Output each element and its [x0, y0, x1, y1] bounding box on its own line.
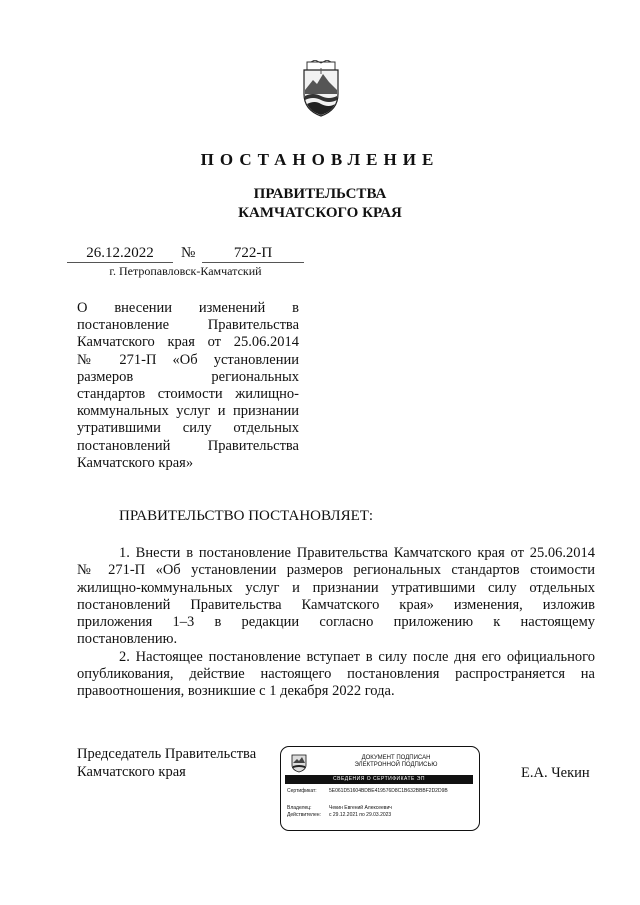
document-number: 722-П: [233, 245, 273, 261]
electronic-signature-stamp: [280, 746, 480, 831]
subject-line: № 271-П «Об установлении: [77, 351, 299, 368]
issuer-line-1: ПРАВИТЕЛЬСТВА: [253, 186, 387, 202]
signatory-name: Е.А. Чекин: [521, 765, 590, 781]
stamp-certificate-bar: СВЕДЕНИЯ О СЕРТИФИКАТЕ ЭП: [285, 775, 473, 784]
issuer-line-2: КАМЧАТСКОГО КРАЯ: [238, 205, 402, 221]
stamp-header-line: ЭЛЕКТРОННОЙ ПОДПИСЬЮ: [354, 762, 438, 768]
paragraph-line: приложения 1–3 в редакции согласно приложению к настоящему: [77, 614, 595, 631]
stamp-value: с 29.12.2021 по 29.03.2023: [329, 812, 392, 818]
signatory-position: [77, 746, 256, 781]
paragraph-line: опубликования, действие настоящего постановления распространяется на: [77, 666, 595, 683]
signatory-position-line: Председатель Правительства: [77, 746, 257, 762]
stamp-label: Владелец:: [287, 805, 312, 811]
stamp-header-line: ДОКУМЕНТ ПОДПИСАН: [361, 755, 431, 761]
decree-heading: ПРАВИТЕЛЬСТВО ПОСТАНОВЛЯЕТ:: [119, 508, 374, 524]
paragraph-line: постановлению.: [77, 631, 178, 648]
subject-line: О внесении изменений в: [77, 300, 299, 316]
subject-line: коммунальных услуг и признании: [77, 403, 299, 420]
date-underline: [67, 262, 173, 263]
paragraph-line: 1. Внести в постановление Правительства Камчатского края от 25.06.2014: [119, 545, 595, 561]
paragraph-2: [77, 649, 595, 701]
subject-line: постановлений Правительства: [77, 437, 299, 454]
stamp-value: 5E061D51604BDBE419576D8C1B632BBBF2D2D9B: [329, 788, 448, 794]
number-label: №: [181, 245, 196, 261]
document-type-title: ПОСТАНОВЛЕНИЕ: [200, 150, 440, 169]
stamp-label: Действителен:: [287, 812, 321, 818]
paragraph-line: правоотношения, возникшие с 1 декабря 2022 года.: [77, 683, 395, 700]
stamp-header: [321, 755, 471, 769]
coat-of-arms-emblem: [301, 60, 341, 118]
stamp-row-validity: [287, 812, 464, 818]
subject-line: Камчатского края»: [77, 454, 194, 471]
subject-line: стандартов стоимости жилищно-: [77, 386, 299, 403]
paragraph-line: № 271-П «Об установлении размеров региональных стандартов стоимости: [77, 562, 595, 579]
coat-of-arms-icon: [291, 753, 307, 773]
subject-line: постановление Правительства: [77, 317, 299, 334]
paragraph-line: жилищно-коммунальных услуг и признании утратившими силу отдельных: [77, 579, 595, 596]
document-subject: [77, 300, 299, 472]
signatory-position-line: Камчатского края: [77, 763, 186, 780]
paragraph-line: постановлений Правительства Камчатского края» изменения, изложив: [77, 596, 595, 613]
document-body: [77, 545, 595, 701]
subject-line: утратившими силу отдельных: [77, 420, 299, 437]
stamp-value: Чекин Евгений Алексеевич: [329, 805, 392, 811]
stamp-row-owner: [287, 805, 464, 811]
document-date: 26.12.2022: [86, 245, 154, 261]
subject-line: размеров региональных: [77, 368, 299, 385]
number-underline: [202, 262, 304, 263]
stamp-label: Сертификат:: [287, 788, 317, 794]
paragraph-1: [77, 545, 595, 649]
city-line: г. Петропавловск-Камчатский: [109, 264, 262, 278]
paragraph-line: 2. Настоящее постановление вступает в силу после дня его официального: [119, 648, 595, 665]
subject-line: Камчатского края от 25.06.2014: [77, 334, 299, 351]
stamp-row-certificate: [287, 788, 464, 794]
